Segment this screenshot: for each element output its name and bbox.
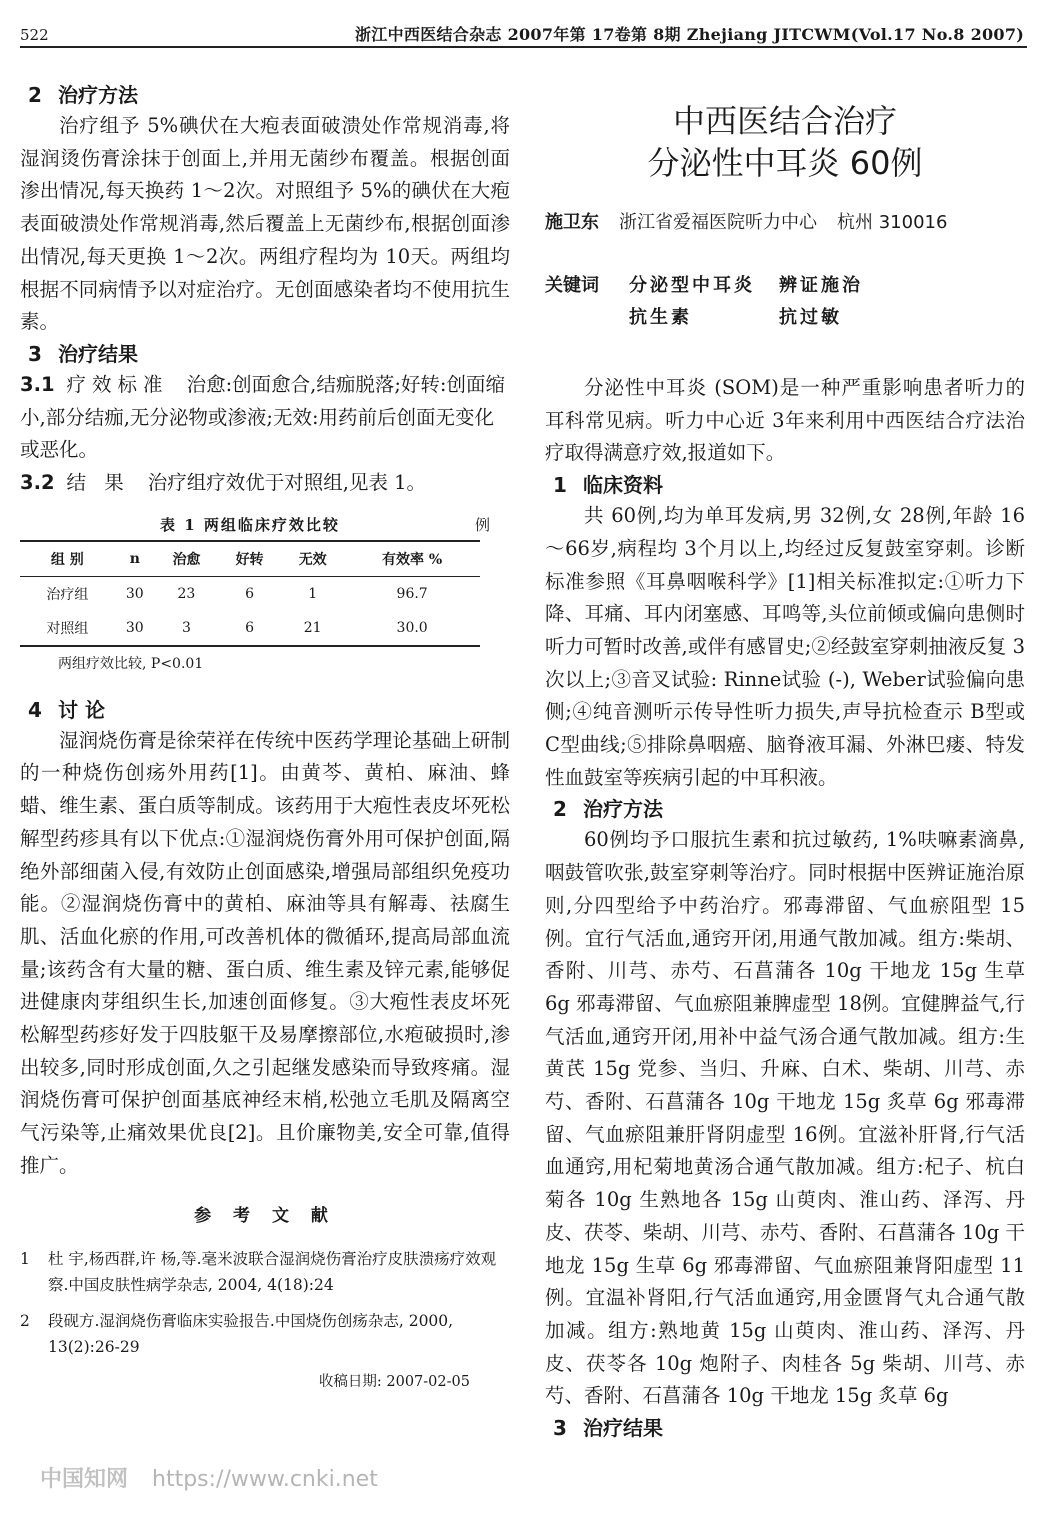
table-row (20, 611, 480, 646)
keyword-item: 分泌型中耳炎 (629, 275, 755, 296)
table-unit: 例 (474, 515, 490, 534)
table-header-cell: 好转 (235, 551, 264, 568)
efficacy-table (20, 540, 480, 647)
right-column (545, 100, 1025, 1443)
keyword-item: 辨证施治 (779, 275, 863, 296)
table-cell: 3 (181, 619, 191, 636)
keyword-item: 抗过敏 (779, 307, 842, 328)
treatment-method-paragraph-right: 60例均予口服抗生素和抗过敏药, 1%呋嘛素滴鼻,咽鼓管吹张,鼓室穿刺等治疗。同时根据中医辨证施治原则,分四型给予中药治疗。邪毒滞留、气血瘀阻型 15例。宜行气活血,通窍开闭,用通气散加减。组方:柴胡、香附、川芎、赤芍、石菖蒲各 10g 干地龙 15g 生草 6g 邪毒滞留、气血瘀阻兼脾虚型 18例。宜健脾益气,行气活血,通窍开闭,用补中益气汤合通气散加减。组方:生黄芪 15g 党参、当归、升麻、白术、柴胡、川芎、赤芍、香附、石菖蒲各 10g 干地龙 15g 炙草 6g 邪毒滞留、气血瘀阻兼肝肾阴虚型 16例。宜滋补肝肾,行气活血通窍,用杞菊地黄汤合通气散加减。组方:杞子、杭白菊各 10g 生熟地各 15g 山萸肉、淮山药、泽泻、丹皮、茯苓、柴胡、川芎、赤芍、香附、石菖蒲各 10g 干地龙 15g 生草 6g 邪毒滞留、气血瘀阻兼肾阳虚型 11例。宜温补肾阳,行气活血通窍,用金匮肾气丸合通气散加减。组方:熟地黄 15g 山萸肉、淮山药、泽泻、丹皮、茯苓各 10g 炮附子、肉桂各 5g 柴胡、川芎、赤芍、香附、石菖蒲各 10g 干地龙 15g 炙草 6g (545, 828, 1025, 1408)
keywords-block (545, 270, 1025, 334)
results-paragraph: 3.2 结 果 治疗组疗效优于对照组,见表 1。 (20, 471, 427, 495)
page-number: 522 (20, 26, 49, 44)
clinical-data-paragraph: 共 60例,均为单耳发病,男 32例,女 28例,年龄 16～66岁,病程均 3个月以上,均经过反复鼓室穿刺。诊断标准参照《耳鼻咽喉科学》[1]相关标准拟定:①听力下降、耳痛、耳内闭塞感、耳鸣等,头位前倾或偏向患侧时听力可暂时改善,或伴有感冒史;②经鼓室穿刺抽液反复 3次以上;③音叉试验: Rinne试验 (-), Weber试验偏向患侧;④纯音测听示传导性听力损失,声导抗检查示 B型或 C型曲线;⑤排除鼻咽癌、脑脊液耳漏、外淋巴瘘、特发性血鼓室等疾病引起的中耳积液。 (545, 504, 1025, 789)
table-header-row (20, 541, 480, 577)
treatment-method-paragraph: 治疗组予 5%碘伏在大疱表面破溃处作常规消毒,将湿润烫伤膏涂抹于创面上,并用无菌纱布覆盖。根据创面渗出情况,每天换药 1～2次。对照组予 5%的碘伏在大疱表面破溃处作常规消毒,然后覆盖上无菌纱布,根据创面渗出情况,每天更换 1～2次。两组疗程均为 10天。两组均根据不同病情予以对症治疗。无创面感染者均不使用抗生素。 (20, 114, 510, 334)
intro-paragraph: 分泌性中耳炎 (SOM)是一种严重影响患者听力的耳科常见病。听力中心近 3年来利用中西医结合疗法治疗取得满意疗效,报道如下。 (545, 376, 1025, 465)
section-heading-treatment-method-right: 2 治疗方法 (553, 797, 663, 822)
table-cell: 23 (177, 585, 196, 602)
section-heading-treatment-results: 3 治疗结果 (28, 341, 138, 366)
header-rule (20, 46, 1027, 48)
section-heading-treatment-results-right: 3 治疗结果 (553, 1416, 663, 1441)
author-affiliation: 浙江省爱福医院听力中心 (619, 212, 817, 233)
watermark-site-name: 中国知网 (40, 1467, 129, 1492)
table-header-cell: 治愈 (172, 551, 201, 568)
table-header-cell: 无效 (298, 551, 327, 568)
author-city: 杭州 310016 (837, 212, 948, 233)
table-header-cell: 有效率 % (382, 551, 443, 568)
table-header-cell: n (129, 550, 140, 567)
table-header-cell: 组 别 (50, 551, 84, 568)
table-caption: 表 1 两组临床疗效比较 (160, 515, 340, 534)
table-cell: 对照组 (46, 620, 89, 637)
reference-item: 1 杜 宇,杨西群,许 杨,等.毫米波联合湿润烧伤膏治疗皮肤溃疡疗效观察.中国皮肤性病学杂志, 2004, 4(18):24 (20, 1249, 497, 1294)
section-heading-discussion: 4 讨 论 (28, 697, 105, 722)
table-cell: 30.0 (396, 619, 428, 636)
left-column (20, 80, 510, 1391)
cnki-watermark (40, 1462, 378, 1493)
table-cell: 21 (303, 619, 322, 636)
received-date: 收稿日期: 2007-02-05 (318, 1373, 470, 1390)
table-row (20, 576, 480, 611)
efficacy-criteria-paragraph: 3.1 疗效标准 治愈:创面愈合,结痂脱落;好转:创面缩小,部分结痂,无分泌物或渗液;无效:用药前后创面无变化或恶化。 (20, 372, 505, 462)
section-heading-clinical-data: 1 临床资料 (553, 473, 663, 498)
table-note: 两组疗效比较, P<0.01 (58, 655, 204, 672)
keywords-label: 关键词 (545, 275, 599, 296)
article-title-line-2: 分泌性中耳炎 60例 (647, 144, 923, 182)
keyword-item: 抗生素 (629, 307, 692, 328)
author-name: 施卫东 (545, 212, 599, 233)
table-cell: 1 (308, 585, 318, 602)
watermark-url: https://www.cnki.net (152, 1467, 378, 1492)
table-cell: 96.7 (396, 585, 428, 602)
references-heading: 参 考 文 献 (194, 1205, 336, 1226)
table-cell: 治疗组 (46, 586, 89, 603)
author-line (545, 208, 1025, 238)
table-cell: 6 (245, 585, 255, 602)
discussion-paragraph: 湿润烧伤膏是徐荣祥在传统中医药学理论基础上研制的一种烧伤创疡外用药[1]。由黄芩、黄柏、麻油、蜂蜡、维生素、蛋白质等制成。该药用于大疱性表皮坏死松解型药疹具有以下优点:①湿润烧伤膏外用可保护创面,隔绝外部细菌入侵,有效防止创面感染,增强局部组织免疫功能。②湿润烧伤膏中的黄柏、麻油等具有解毒、祛腐生肌、活血化瘀的作用,可改善机体的微循环,提高局部血流量;该药含有大量的糖、蛋白质、维生素及锌元素,能够促进健康肉芽组织生长,加速创面修复。③大疱性表皮坏死松解型药疹好发于四肢躯干及易摩擦部位,水疱破损时,渗出较多,同时形成创面,久之引起继发感染而导致疼痛。湿润烧伤膏可保护创面基底神经末梢,松弛立毛肌及隔离空气污染等,止痛效果优良[2]。且价廉物美,安全可靠,值得推广。 (20, 728, 510, 1177)
efficacy-table-block (20, 514, 510, 677)
table-cell: 6 (245, 619, 255, 636)
table-cell: 30 (125, 619, 144, 636)
article-title-line-1: 中西医结合治疗 (672, 102, 897, 140)
section-heading-treatment-method: 2 治疗方法 (28, 83, 138, 107)
table-cell: 30 (125, 585, 144, 602)
journal-header: 浙江中西医结合杂志 2007年第 17卷第 8期 Zhejiang JITCWM(Vol.17 No.8 2007) (355, 25, 1025, 44)
reference-item: 2 段砚方.湿润烧伤膏临床实验报告.中国烧伤创疡杂志, 2000, 13(2):26-29 (20, 1311, 454, 1356)
page-header (0, 0, 1045, 48)
